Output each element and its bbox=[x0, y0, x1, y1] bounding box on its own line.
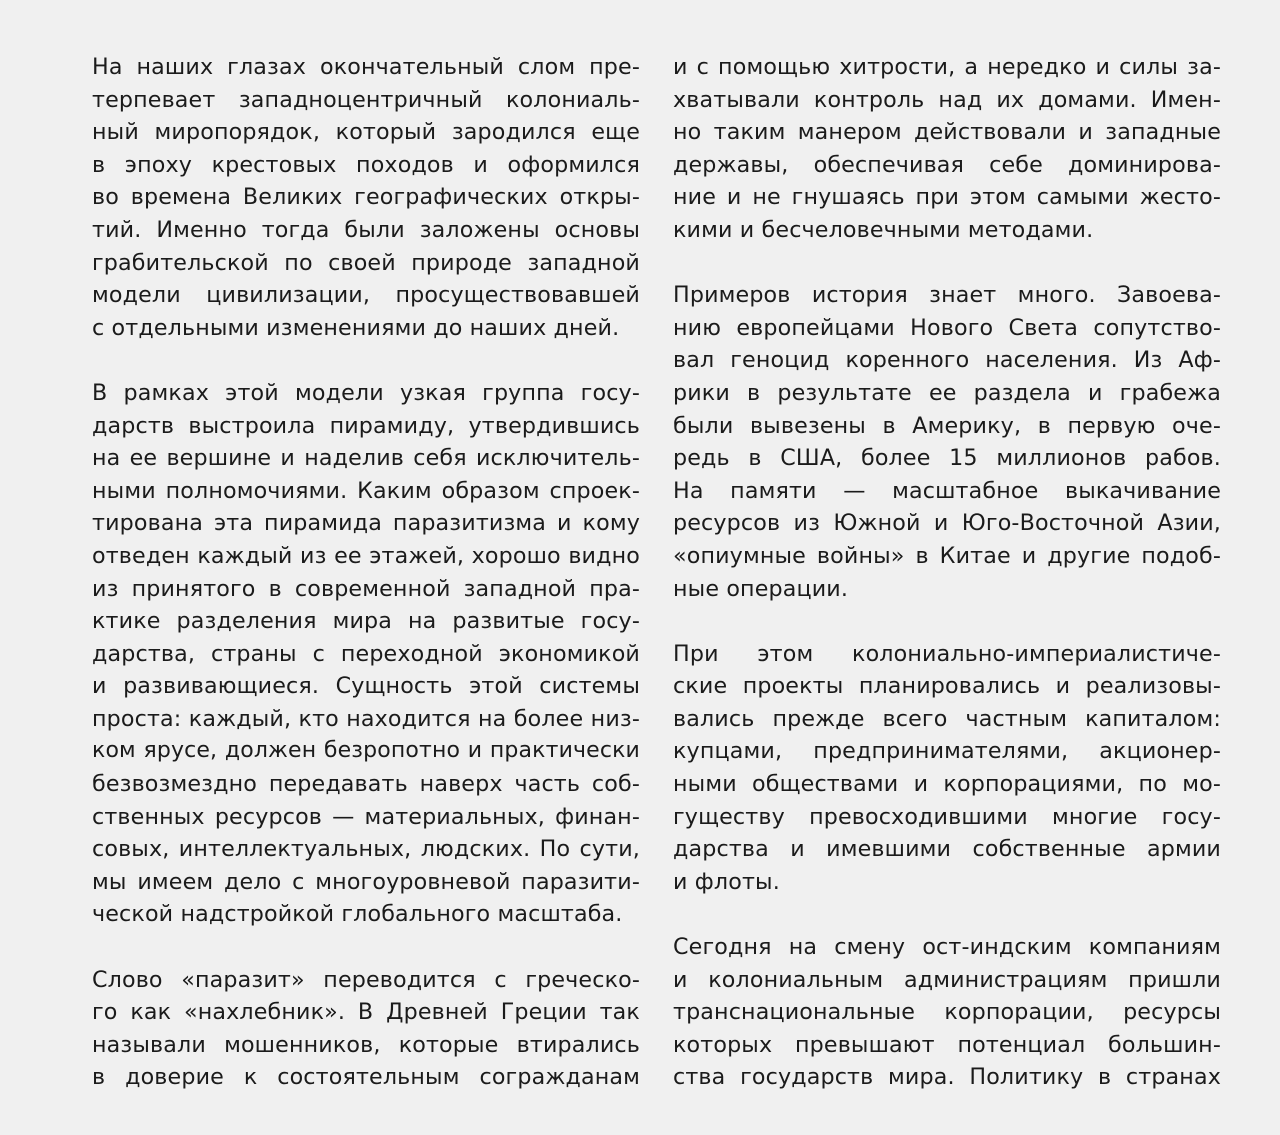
text-line: транснациональные корпорации, ресурсы bbox=[673, 999, 1221, 1026]
paragraph bbox=[92, 964, 640, 1094]
text-line: ские проекты планировались и реализовы- bbox=[673, 673, 1221, 700]
text-line: ктике разделения мира на развитые госу- bbox=[92, 608, 640, 635]
text-line: и флоты. bbox=[673, 868, 780, 895]
text-line: грабительской по своей природе западной bbox=[92, 249, 640, 276]
text-line: безвозмездно передавать наверх часть соб- bbox=[92, 771, 640, 798]
text-line: проста: каждый, кто находится на более низ- bbox=[92, 705, 640, 732]
paragraph bbox=[92, 51, 640, 344]
text-line: во времена Великих географических откры- bbox=[92, 184, 640, 211]
text-line: державы, обеспечивая себе доминирова- bbox=[673, 151, 1221, 178]
text-line: совых, интеллектуальных, людских. По сути, bbox=[92, 836, 640, 863]
text-line: ства государств мира. Политику в странах bbox=[673, 1064, 1221, 1091]
text-line: модели цивилизации, просуществовавшей bbox=[92, 282, 640, 309]
text-line: которых превышают потенциал большин- bbox=[673, 1031, 1221, 1058]
text-line: вались прежде всего частным капиталом: bbox=[673, 705, 1221, 732]
text-line: и колониальным администрациям пришли bbox=[673, 966, 1221, 993]
text-line: ние и не гнушаясь при этом самыми жесто- bbox=[673, 184, 1221, 211]
text-line: ственных ресурсов — материальных, финан- bbox=[92, 803, 640, 830]
text-line: мы имеем дело с многоуровневой паразити- bbox=[92, 868, 640, 895]
text-line: тий. Именно тогда были заложены основы bbox=[92, 216, 640, 243]
paragraph-gap bbox=[673, 247, 1221, 280]
text-line: редь в США, более 15 миллионов рабов. bbox=[673, 445, 1221, 472]
text-line: Слово «паразит» переводится с греческо- bbox=[92, 966, 640, 993]
text-line: из принятого в современной западной пра- bbox=[92, 575, 640, 602]
text-line: ком ярусе, должен безропотно и практически bbox=[92, 738, 640, 764]
text-line: и с помощью хитрости, а нередко и силы за- bbox=[673, 54, 1221, 80]
text-line: рики в результате ее раздела и грабежа bbox=[673, 379, 1221, 406]
text-line: называли мошенников, которые втирались bbox=[92, 1031, 640, 1058]
text-line: на ее вершине и наделив себя исключитель- bbox=[92, 445, 640, 472]
text-line: На наших глазах окончательный слом пре- bbox=[92, 54, 640, 80]
text-line: вал геноцид коренного населения. Из Аф- bbox=[673, 347, 1221, 374]
text-line: гуществу превосходившими многие госу- bbox=[673, 803, 1221, 830]
text-line: ческой надстройкой глобального масштаба. bbox=[92, 901, 623, 928]
text-line: дарства и имевшими собственные армии bbox=[673, 836, 1221, 863]
paragraph-gap bbox=[92, 931, 640, 964]
text-line: но таким манером действовали и западные bbox=[673, 119, 1221, 146]
right-column bbox=[673, 51, 1221, 1094]
text-line: в эпоху крестовых походов и оформился bbox=[92, 151, 640, 178]
text-line: ный миропорядок, который зародился еще bbox=[92, 119, 640, 146]
text-line: го как «нахлебник». В Древней Греции так bbox=[92, 999, 640, 1026]
text-line: На памяти — масштабное выкачивание bbox=[673, 477, 1221, 504]
text-line: В рамках этой модели узкая группа госу- bbox=[92, 379, 640, 406]
text-line: купцами, предпринимателями, акционер- bbox=[673, 738, 1221, 765]
paragraph bbox=[673, 638, 1221, 899]
text-line: тирована эта пирамида паразитизма и кому bbox=[92, 510, 640, 537]
text-line: кими и бесчеловечными методами. bbox=[673, 216, 1094, 243]
paragraph bbox=[92, 377, 640, 931]
text-line: ресурсов из Южной и Юго-Восточной Азии, bbox=[673, 510, 1221, 537]
paragraph bbox=[673, 931, 1221, 1094]
paragraph bbox=[673, 51, 1221, 247]
text-line: ные операции. bbox=[673, 575, 849, 602]
text-line: ными обществами и корпорациями, по мо- bbox=[673, 771, 1221, 798]
text-line: Сегодня на смену ост-индским компаниям bbox=[673, 934, 1221, 961]
paragraph bbox=[673, 279, 1221, 605]
text-line: терпевает западноцентричный колониаль- bbox=[92, 86, 640, 113]
paragraph-gap bbox=[673, 605, 1221, 638]
text-line: с отдельными изменениями до наших дней. bbox=[92, 314, 620, 341]
text-line: дарства, страны с переходной экономикой bbox=[92, 640, 640, 667]
text-line: хватывали контроль над их домами. Имен- bbox=[673, 86, 1221, 113]
text-line: дарств выстроила пирамиду, утвердившись bbox=[92, 412, 640, 439]
text-line: Примеров история знает много. Завоева- bbox=[673, 282, 1221, 309]
paragraph-gap bbox=[673, 898, 1221, 931]
text-line: и развивающиеся. Сущность этой системы bbox=[92, 673, 640, 700]
text-line: отведен каждый из ее этажей, хорошо видно bbox=[92, 542, 640, 569]
left-column bbox=[92, 51, 640, 1094]
text-line: были вывезены в Америку, в первую оче- bbox=[673, 412, 1221, 439]
paragraph-gap bbox=[92, 344, 640, 377]
text-line: нию европейцами Нового Света сопутство- bbox=[673, 314, 1221, 341]
text-line: «опиумные войны» в Китае и другие подоб- bbox=[673, 542, 1221, 569]
text-line: При этом колониально-империалистиче- bbox=[673, 640, 1221, 667]
text-line: в доверие к состоятельным согражданам bbox=[92, 1064, 640, 1091]
text-line: ными полномочиями. Каким образом спроек- bbox=[92, 477, 640, 504]
